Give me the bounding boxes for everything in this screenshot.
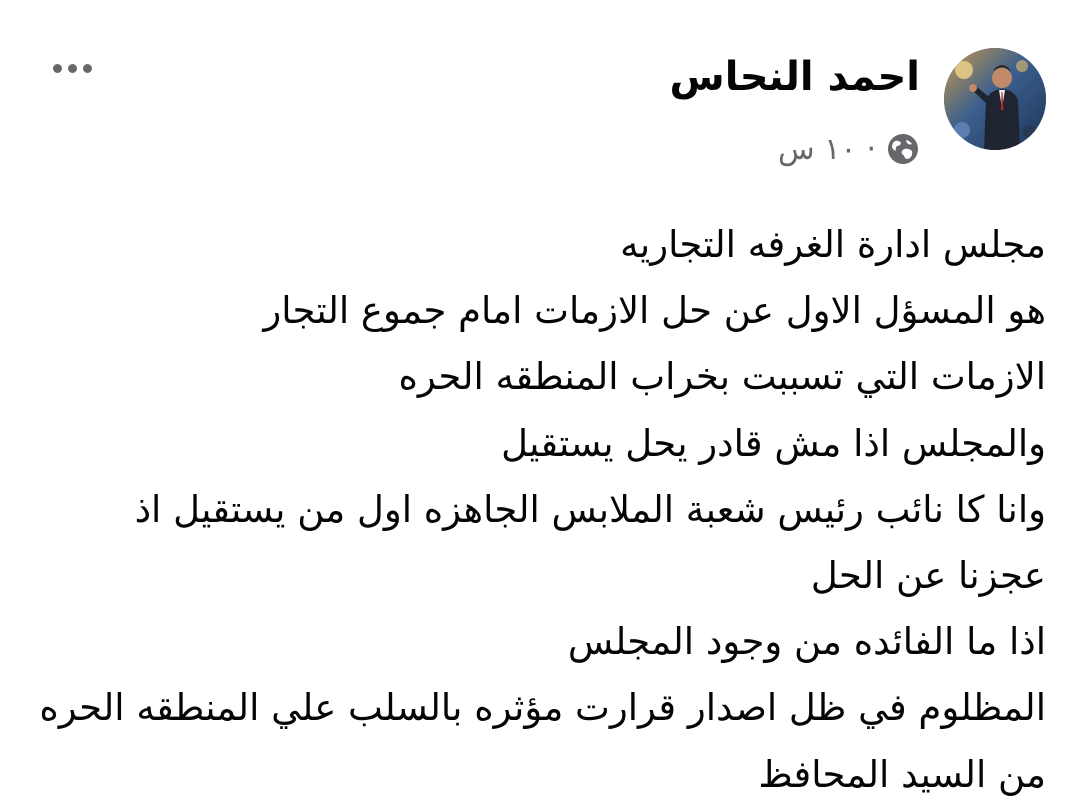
post-meta — [778, 124, 920, 174]
post-line: مجلس ادارة الغرفه التجاريه — [620, 223, 1046, 266]
more-dots-icon — [53, 64, 62, 73]
avatar-photo — [944, 48, 1046, 150]
post-line: عجزنا عن الحل — [810, 554, 1046, 598]
more-options-button[interactable] — [44, 50, 100, 86]
more-dot — [68, 64, 77, 73]
post-line: المظلوم في ظل اصدار قرارت مؤثره بالسلب علي المنطقه الحره — [39, 686, 1046, 730]
post-line: وانا كا نائب رئيس شعبة الملابس الجاهزه اول من يستقيل اذ — [134, 487, 1046, 531]
post-timestamp[interactable]: ١٠ س — [778, 131, 857, 167]
author-avatar[interactable] — [944, 48, 1046, 150]
post-line: من السيد المحافظ — [758, 752, 1046, 796]
post-line: اذا ما الفائده من وجود المجلس — [567, 620, 1046, 664]
more-dot — [83, 64, 92, 73]
post-line: هو المسؤل الاول عن حل الازمات امام جموع التجار — [263, 289, 1046, 333]
author-name[interactable]: احمد النحاس — [669, 54, 920, 100]
globe-icon[interactable] — [886, 132, 920, 166]
meta-separator: · — [866, 131, 876, 167]
post-body — [26, 212, 1046, 808]
post-line: الازمات التي تسببت بخراب المنطقه الحره — [398, 355, 1046, 399]
post-line: والمجلس اذا مش قادر يحل يستقيل — [501, 421, 1046, 465]
